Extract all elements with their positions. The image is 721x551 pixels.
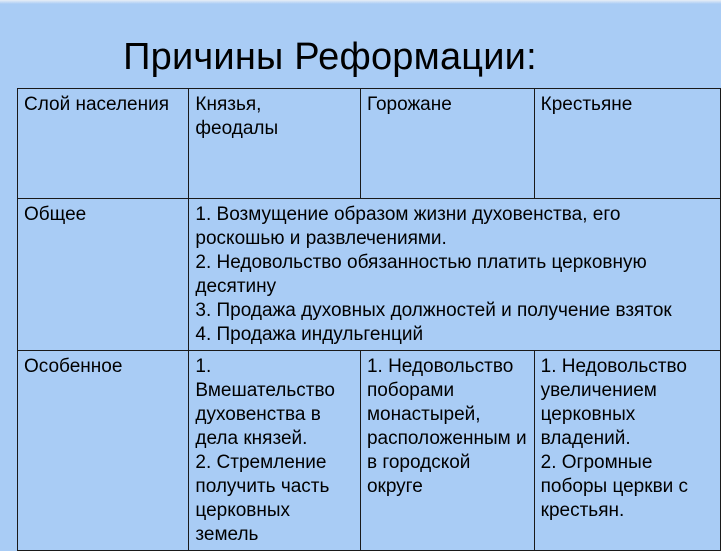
slide-title: Причины Реформации: xyxy=(123,36,537,78)
specific-row xyxy=(18,351,721,551)
header-cell-townspeople xyxy=(360,89,534,199)
general-cause-2: 2. Недовольство обязанностью платить церковную десятину xyxy=(195,252,647,297)
peasants-cause-2: 2. Огромные поборы церкви с крестьян. xyxy=(540,452,689,521)
general-cause-3: 3. Продажа духовных должностей и получение взяток xyxy=(195,300,672,321)
princes-cause-1: 1. Вмешательство духовенства в дела князей. xyxy=(195,356,335,449)
header-row xyxy=(18,89,721,199)
general-causes-cell xyxy=(189,199,721,351)
header-peasants-label: Крестьяне xyxy=(540,94,633,115)
specific-label: Особенное xyxy=(24,356,123,377)
specific-label-cell xyxy=(18,351,189,551)
header-cell-peasants xyxy=(534,89,720,199)
specific-princes-cell xyxy=(189,351,361,551)
peasants-cause-1: 1. Недовольство увеличением церковных владений. xyxy=(540,356,687,449)
header-princes-line2: феодалы xyxy=(195,118,279,139)
header-princes-line1: Князья, xyxy=(195,94,262,115)
header-layer-label: Слой населения xyxy=(24,94,170,115)
header-cell-layer xyxy=(18,89,189,199)
townspeople-cause-1: 1. Недовольство поборами монастырей, расположенным и в городской округе xyxy=(366,356,527,497)
top-edge xyxy=(0,0,721,4)
princes-cause-2: 2. Стремление получить часть церковных земель xyxy=(195,452,330,545)
general-row xyxy=(18,199,721,351)
specific-peasants-cell xyxy=(534,351,720,551)
general-cause-1: 1. Возмущение образом жизни духовенства, его роскошью и развлечениями. xyxy=(195,204,621,249)
header-cell-princes xyxy=(189,89,361,199)
general-label: Общее xyxy=(24,204,87,225)
general-label-cell xyxy=(18,199,189,351)
specific-townspeople-cell xyxy=(360,351,534,551)
header-townspeople-label: Горожане xyxy=(366,94,452,115)
general-cause-4: 4. Продажа индульгенций xyxy=(195,324,424,345)
reformation-causes-table xyxy=(17,88,721,551)
